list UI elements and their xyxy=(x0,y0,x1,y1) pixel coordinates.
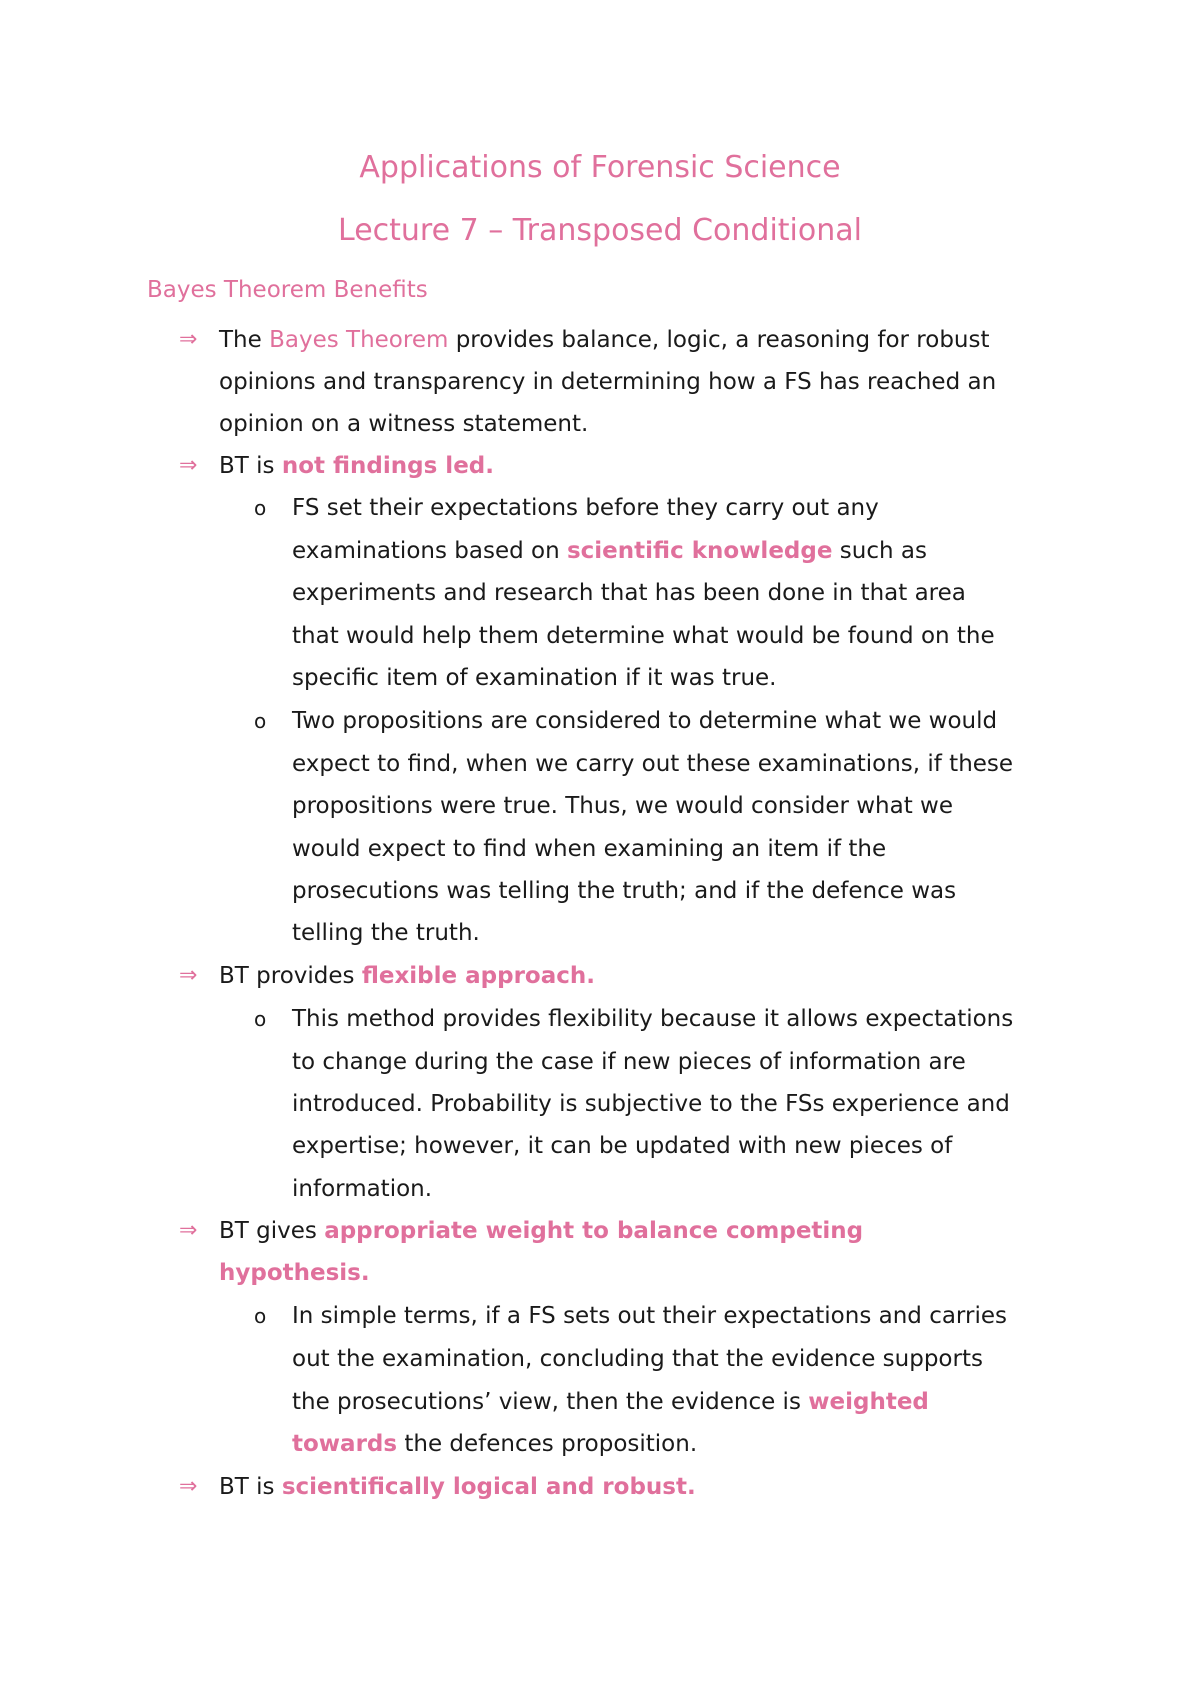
list-item-line: hypothesis. xyxy=(219,1260,370,1286)
arrow-bullet-icon: ⇒ xyxy=(179,453,198,478)
sub-item-line: telling the truth. xyxy=(292,920,480,946)
sub-item-line: towards the defences proposition. xyxy=(292,1431,698,1457)
sub-item-line: In simple terms, if a FS sets out their expectations and carries xyxy=(292,1303,1007,1329)
sub-item-line: Two propositions are considered to determine what we would xyxy=(292,708,998,734)
list-item-line: BT gives appropriate weight to balance competing xyxy=(219,1218,864,1244)
sub-item-line: would expect to find when examining an item if the xyxy=(292,836,887,862)
sub-item-line: out the examination, concluding that the evidence supports xyxy=(292,1346,983,1372)
document-title: Applications of Forensic Science xyxy=(359,150,841,185)
circle-bullet-icon: o xyxy=(254,496,267,520)
sub-item-line: that would help them determine what would be found on the xyxy=(292,623,995,649)
list-item-line: BT provides flexible approach. xyxy=(219,963,595,989)
list-item-line: BT is scientifically logical and robust. xyxy=(219,1474,696,1500)
circle-bullet-icon: o xyxy=(254,1304,267,1328)
arrow-bullet-icon: ⇒ xyxy=(179,1218,198,1243)
list-item-line: BT is not findings led. xyxy=(219,453,494,479)
sub-item-line: experiments and research that has been done in that area xyxy=(292,580,966,606)
sub-item-line: introduced. Probability is subjective to the FSs experience and xyxy=(292,1091,1010,1117)
list-item-line: opinion on a witness statement. xyxy=(219,411,589,437)
arrow-bullet-icon: ⇒ xyxy=(179,327,198,352)
sub-item-line: expertise; however, it can be updated with new pieces of xyxy=(292,1133,953,1159)
sub-item-line: FS set their expectations before they carry out any xyxy=(292,495,879,521)
circle-bullet-icon: o xyxy=(254,709,267,733)
sub-item-line: information. xyxy=(292,1176,433,1202)
document-subtitle: Lecture 7 – Transposed Conditional xyxy=(338,213,862,248)
arrow-bullet-icon: ⇒ xyxy=(179,963,198,988)
sub-item-line: propositions were true. Thus, we would consider what we xyxy=(292,793,954,819)
section-heading: Bayes Theorem Benefits xyxy=(147,277,428,303)
circle-bullet-icon: o xyxy=(254,1007,267,1031)
sub-item-line: examinations based on scientific knowledge such as xyxy=(292,538,927,564)
sub-item-line: to change during the case if new pieces of information are xyxy=(292,1049,966,1075)
list-item-line: The Bayes Theorem provides balance, logic, a reasoning for robust xyxy=(219,327,990,353)
sub-item-line: prosecutions was telling the truth; and if the defence was xyxy=(292,878,957,904)
arrow-bullet-icon: ⇒ xyxy=(179,1474,198,1499)
sub-item-line: specific item of examination if it was true. xyxy=(292,665,777,691)
sub-item-line: This method provides flexibility because it allows expectations xyxy=(292,1006,1014,1032)
sub-item-line: expect to find, when we carry out these examinations, if these xyxy=(292,751,1014,777)
sub-item-line: the prosecutions’ view, then the evidence is weighted xyxy=(292,1389,929,1415)
list-item-line: opinions and transparency in determining how a FS has reached an xyxy=(219,369,997,395)
